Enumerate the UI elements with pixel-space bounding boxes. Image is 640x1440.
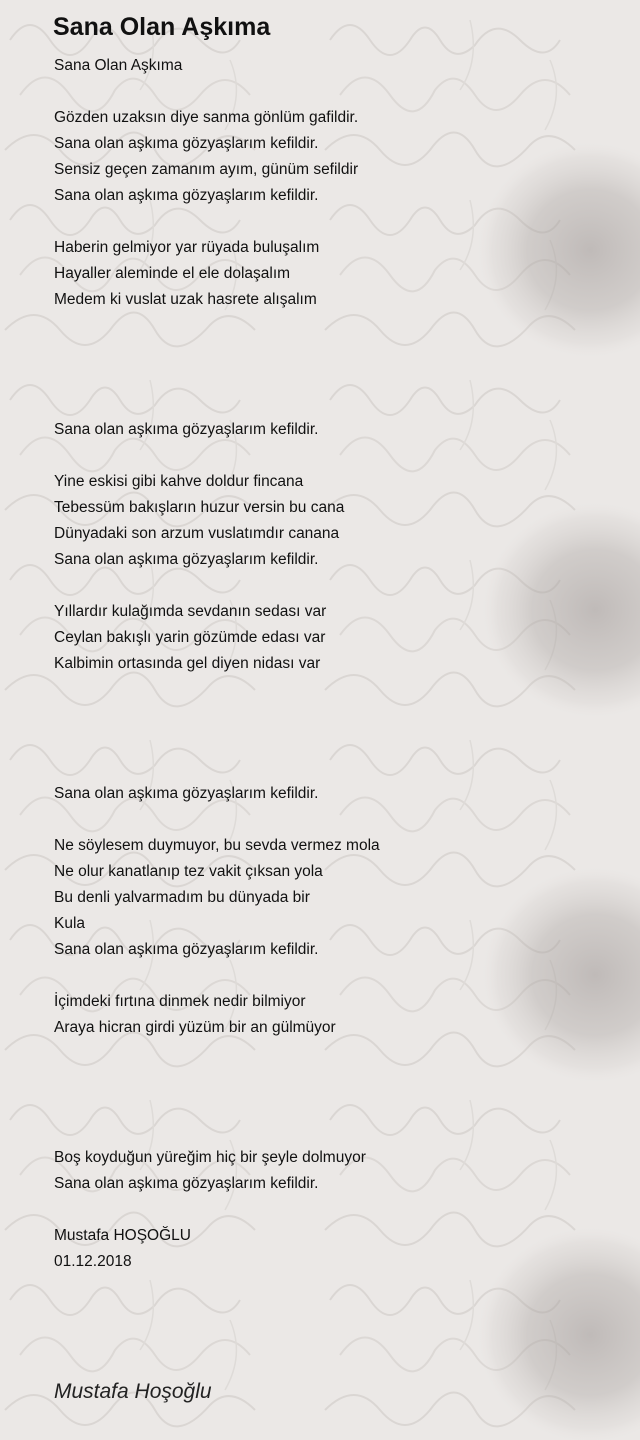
poem-line: Hayaller aleminde el ele dolaşalım xyxy=(54,265,291,282)
poem-line: Ne olur kanatlanıp tez vakit çıksan yola xyxy=(54,863,323,880)
poem-blank-line xyxy=(54,1119,624,1145)
poem-line: Bu denli yalvarmadım bu dünyada bir xyxy=(54,889,310,906)
poem-line: Haberin gelmiyor yar rüyada buluşalım xyxy=(54,239,320,256)
poem-blank-line xyxy=(54,313,624,339)
poem-blank-line xyxy=(54,365,624,391)
poem-blank-line xyxy=(54,677,624,703)
poem-line: Boş koyduğun yüreğim hiç bir şeyle dolmuyor xyxy=(54,1149,366,1166)
poem-line: Kalbimin ortasında gel diyen nidası var xyxy=(54,655,321,672)
poem-line: 01.12.2018 xyxy=(54,1253,132,1270)
author-signature: Mustafa Hoşoğlu xyxy=(54,1380,212,1403)
poem-line: Yıllardır kulağımda sevdanın sedası var xyxy=(54,603,327,620)
poem-line: Sana olan aşkıma gözyaşlarım kefildir. xyxy=(54,941,319,958)
poem-blank-line xyxy=(54,729,624,755)
poem-blank-line xyxy=(54,1093,624,1119)
poem-blank-line xyxy=(54,1197,624,1223)
poem-line: Sana olan aşkıma gözyaşlarım kefildir. xyxy=(54,187,319,204)
poem-line: Sana Olan Aşkıma xyxy=(54,57,183,74)
poem-blank-line xyxy=(54,443,624,469)
poem-line: Sensiz geçen zamanım ayım, günüm sefildir xyxy=(54,161,359,178)
poem-line: Ne söylesem duymuyor, bu sevda vermez mola xyxy=(54,837,380,854)
poem-line: Sana olan aşkıma gözyaşlarım kefildir. xyxy=(54,135,319,152)
poem-blank-line xyxy=(54,963,624,989)
poem-line: Kula xyxy=(54,915,86,932)
poem-line: Gözden uzaksın diye sanma gönlüm gafildir. xyxy=(54,109,359,126)
poem-line: Dünyadaki son arzum vuslatımdır canana xyxy=(54,525,340,542)
poem-blank-line xyxy=(54,573,624,599)
poem-line: Mustafa HOŞOĞLU xyxy=(54,1227,191,1244)
poem-blank-line xyxy=(54,79,624,105)
poem-blank-line xyxy=(54,1041,624,1067)
poem-blank-line xyxy=(54,209,624,235)
poem-line: Medem ki vuslat uzak hasrete alışalım xyxy=(54,291,317,308)
poem-line: Sana olan aşkıma gözyaşlarım kefildir. xyxy=(54,1175,319,1192)
poem-line: Sana olan aşkıma gözyaşlarım kefildir. xyxy=(54,421,319,438)
poem-line: Tebessüm bakışların huzur versin bu cana xyxy=(54,499,345,516)
page-title: Sana Olan Aşkıma xyxy=(53,13,271,41)
poem-blank-line xyxy=(54,755,624,781)
poem-line: Araya hicran girdi yüzüm bir an gülmüyor xyxy=(54,1019,336,1036)
poem-line: Ceylan bakışlı yarin gözümde edası var xyxy=(54,629,326,646)
poem-blank-line xyxy=(54,391,624,417)
poem-line: İçimdeki fırtına dinmek nedir bilmiyor xyxy=(54,993,306,1010)
poem-blank-line xyxy=(54,807,624,833)
poem-body xyxy=(54,53,624,1275)
poem-blank-line xyxy=(54,703,624,729)
poem-line: Sana olan aşkıma gözyaşlarım kefildir. xyxy=(54,785,319,802)
poem-line: Sana olan aşkıma gözyaşlarım kefildir. xyxy=(54,551,319,568)
poem-blank-line xyxy=(54,339,624,365)
poem-blank-line xyxy=(54,1067,624,1093)
poem-line: Yine eskisi gibi kahve doldur fincana xyxy=(54,473,304,490)
